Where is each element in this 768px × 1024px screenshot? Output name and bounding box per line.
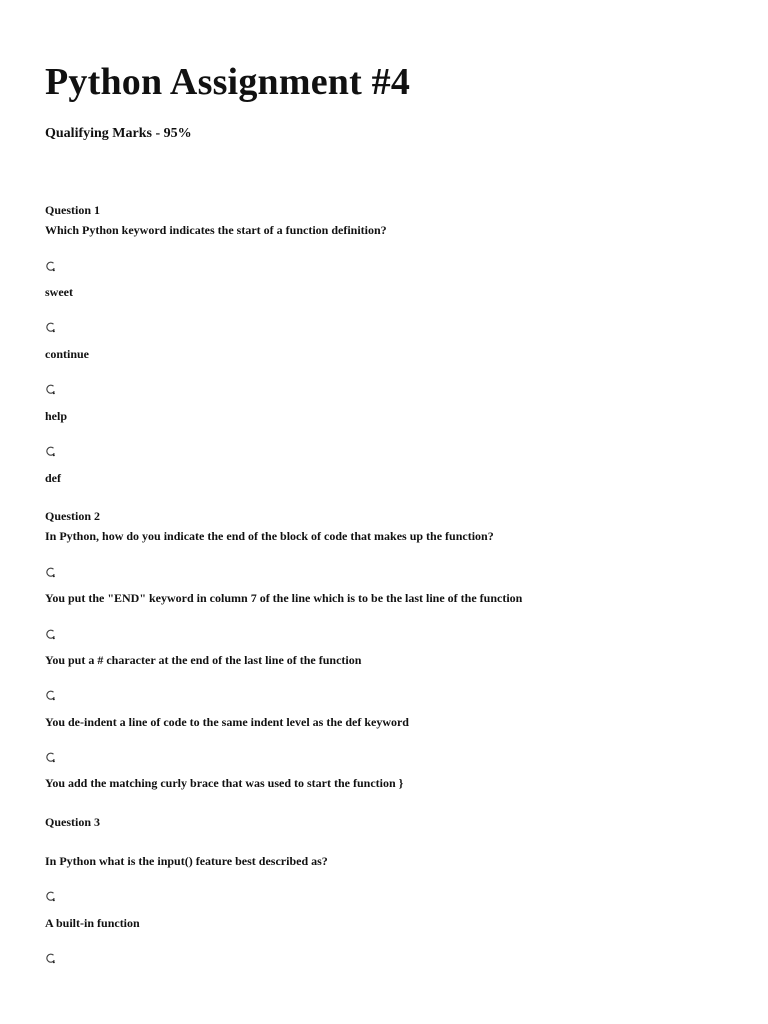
radio-button-icon[interactable] — [45, 891, 56, 902]
option-text: help — [45, 409, 68, 423]
qualifying-marks: Qualifying Marks - 95% — [45, 126, 192, 141]
question-3-label: Question 3 — [45, 815, 101, 829]
question-2-text: In Python, how do you indicate the end of the block of code that makes up the function? — [45, 529, 494, 543]
question-2-label: Question 2 — [45, 509, 101, 523]
page-title: Python Assignment #4 — [45, 61, 411, 103]
question-1-text: Which Python keyword indicates the start of a function definition? — [45, 223, 387, 237]
option-text: def — [45, 471, 61, 485]
option-text: You put a # character at the end of the last line of the function — [45, 653, 362, 667]
option-text: sweet — [45, 285, 73, 299]
radio-button-icon[interactable] — [45, 752, 56, 763]
radio-button-icon[interactable] — [45, 953, 56, 964]
radio-button-icon[interactable] — [45, 690, 56, 701]
option-text: You add the matching curly brace that was used to start the function } — [45, 776, 404, 790]
radio-button-icon[interactable] — [45, 261, 56, 272]
question-1-label: Question 1 — [45, 203, 101, 217]
radio-button-icon[interactable] — [45, 384, 56, 395]
radio-button-icon[interactable] — [45, 567, 56, 578]
option-text: continue — [45, 347, 90, 361]
option-text: You de-indent a line of code to the same indent level as the def keyword — [45, 715, 409, 729]
question-3-text: In Python what is the input() feature best described as? — [45, 854, 328, 868]
option-text: A built-in function — [45, 916, 140, 930]
option-text: You put the "END" keyword in column 7 of the line which is to be the last line of the function — [45, 591, 523, 605]
radio-button-icon[interactable] — [45, 629, 56, 640]
radio-button-icon[interactable] — [45, 322, 56, 333]
radio-button-icon[interactable] — [45, 446, 56, 457]
